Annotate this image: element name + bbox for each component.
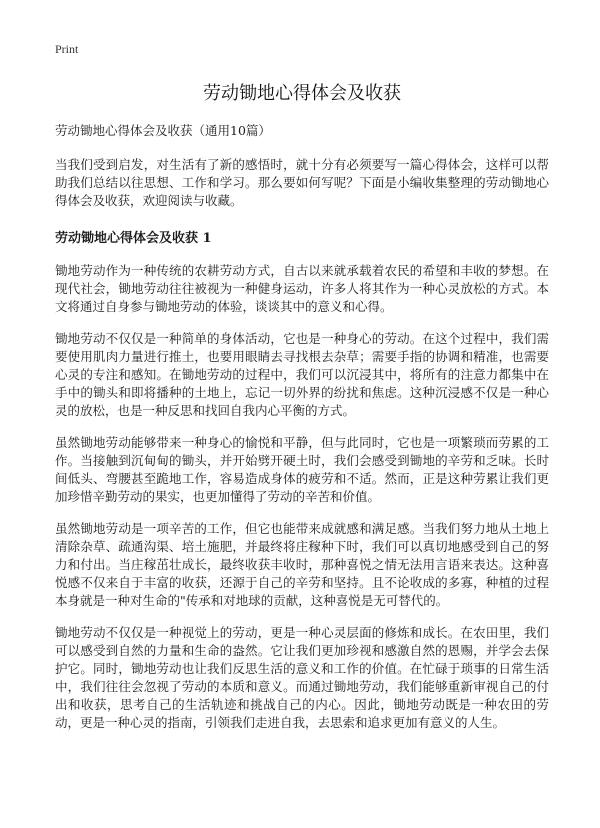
article-body [55,262,549,732]
section-heading: 劳动锄地心得体会及收获 1 [55,231,212,246]
intro-paragraph: 当我们受到启发，对生活有了新的感悟时，就十分有必须要写一篇心得体会，这样可以帮助我们总结以往思想、工作和学习。那么要如何写呢？下面是小编收集整理的劳动锄地心得体会及收获，欢迎阅读与收藏。 [55,157,549,208]
document-page [55,38,549,732]
document-subtitle: 劳动锄地心得体会及收获（通用10篇） [55,123,271,138]
body-paragraph-4: 虽然锄地劳动是一项辛苦的工作，但它也能带来成就感和满足感。当我们努力地从土地上清除杂草、疏通沟渠、培土施肥，并最终将庄稼种下时，我们可以真切地感受到自己的努力和付出。当庄稼茁壮成长，最终收获丰收时，那种喜悦之情无法用言语来表达。这种喜悦感不仅来自于丰富的收获，还源于自己的辛劳和坚持。且不论收成的多寡，种植的过程本身就是一种对生命的"传承和对地球的贡献，这种喜悦是无可替代的。 [55,521,549,608]
body-paragraph-5: 锄地劳动不仅仅是一种视觉上的劳动，更是一种心灵层面的修炼和成长。在农田里，我们可以感受到自然的力量和生命的盎然。它让我们更加珍视和感激自然的恩赐，并学会去保护它。同时，锄地劳动也让我们反思生活的意义和工作的价值。在忙碌于琐事的日常生活中，我们往往会忽视了劳动的本质和意义。而通过锄地劳动，我们能够重新审视自己的付出和收获，思考自己的生活轨迹和挑战自己的内心。因此，锄地劳动既是一种农田的劳动，更是一种心灵的指南，引领我们走进自我，去思索和追求更加有意义的人生。 [55,625,549,730]
print-link[interactable]: Print [55,42,79,56]
body-paragraph-3: 虽然锄地劳动能够带来一种身心的愉悦和平静，但与此同时，它也是一项繁琐而劳累的工作。当接触到沉甸甸的锄头，并开始劈开硬土时，我们会感受到锄地的辛劳和乏味。长时间低头、弯腰甚至跪地工作，容易造成身体的疲劳和不适。然而，正是这种劳累让我们更加珍惜辛勤劳动的果实，也更加懂得了劳动的辛苦和价值。 [55,435,549,504]
body-paragraph-1: 锄地劳动作为一种传统的农耕劳动方式，自古以来就承载着农民的希望和丰收的梦想。在现代社会，锄地劳动往往被视为一种健身运动，许多人将其作为一种心灵放松的方式。本文将通过自身参与锄地劳动的体验，谈谈其中的意义和心得。 [55,263,549,314]
body-paragraph-2: 锄地劳动不仅仅是一种简单的身体活动，它也是一种身心的劳动。在这个过程中，我们需要使用肌肉力量进行推土，也要用眼睛去寻找根去杂草；需要手指的协调和精准，也需要心灵的专注和感知。在锄地劳动的过程中，我们可以沉浸其中，将所有的注意力都集中在手中的锄头和即将播种的土地上，忘记一切外界的纷扰和焦虑。这种沉浸感不仅是一种心灵的放松，也是一种反思和找回自我内心平衡的方式。 [55,331,549,418]
document-title: 劳动锄地心得体会及收获 [203,83,401,104]
